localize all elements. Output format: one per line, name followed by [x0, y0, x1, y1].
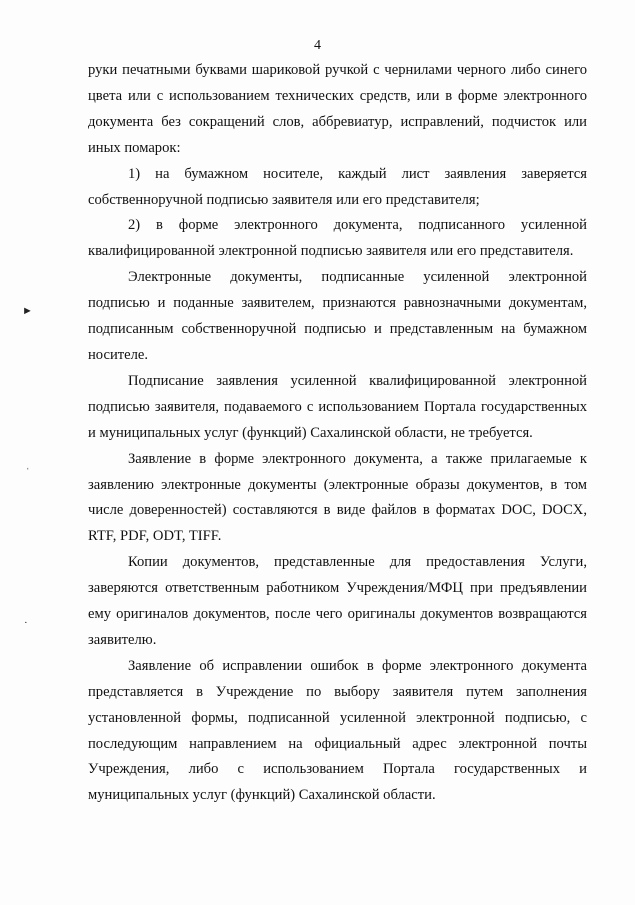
- paragraph-continuation: руки печатными буквами шариковой ручкой с чернилами черного либо синего цвета или с использованием технических средств, или в форме электронного документа без сокращений слов, аббревиатур, исправлений, подчисток или иных помарок:: [88, 62, 587, 156]
- paragraph-error-correction: Заявление об исправлении ошибок в форме электронного документа представляется в Учреждение по выбору заявителя путем заполнения установленной формы, подписанной усиленной электронной подписью, с последующим направлением на официальный адрес электронной почты Учреждения, либо с использованием Портала государственных и муниципальных услуг (функций) Сахалинской области.: [88, 657, 587, 804]
- paragraph-list-item-2: 2) в форме электронного документа, подписанного усиленной квалифицированной электронной подписью заявителя или его представителя.: [88, 217, 587, 260]
- scan-artifact-mark: ˈ: [26, 466, 30, 478]
- scan-artifact-mark: ·: [24, 617, 28, 629]
- paragraph-electronic-documents: Электронные документы, подписанные усиленной электронной подписью и поданные заявителем, признаются равнозначными документам, подписанным собственноручной подписью и представленным на бумажном носителе.: [88, 269, 587, 363]
- paragraph-file-formats: Заявление в форме электронного документа, а также прилагаемые к заявлению электронные документы (электронные образы документов, в том числе доверенностей) составляются в виде файлов в форматах DOC, DOCX, RTF, PDF, ODT, TIFF.: [88, 450, 587, 545]
- scan-artifact-mark: ►: [22, 305, 33, 317]
- paragraph-signing: Подписание заявления усиленной квалифицированной электронной подписью заявителя, подаваемого с использованием Портала государственных и муниципальных услуг (функций) Сахалинской области, не требуется.: [88, 372, 587, 441]
- document-body: [88, 58, 587, 809]
- paragraph-list-item-1: 1) на бумажном носителе, каждый лист заявления заверяется собственноручной подписью заявителя или его представителя;: [88, 165, 587, 208]
- page-number: 4: [314, 38, 321, 53]
- paragraph-copies: Копии документов, представленные для предоставления Услуги, заверяются ответственным работником Учреждения/МФЦ при предъявлении ему оригиналов документов, после чего оригиналы документов возвращаются заявителю.: [88, 554, 587, 648]
